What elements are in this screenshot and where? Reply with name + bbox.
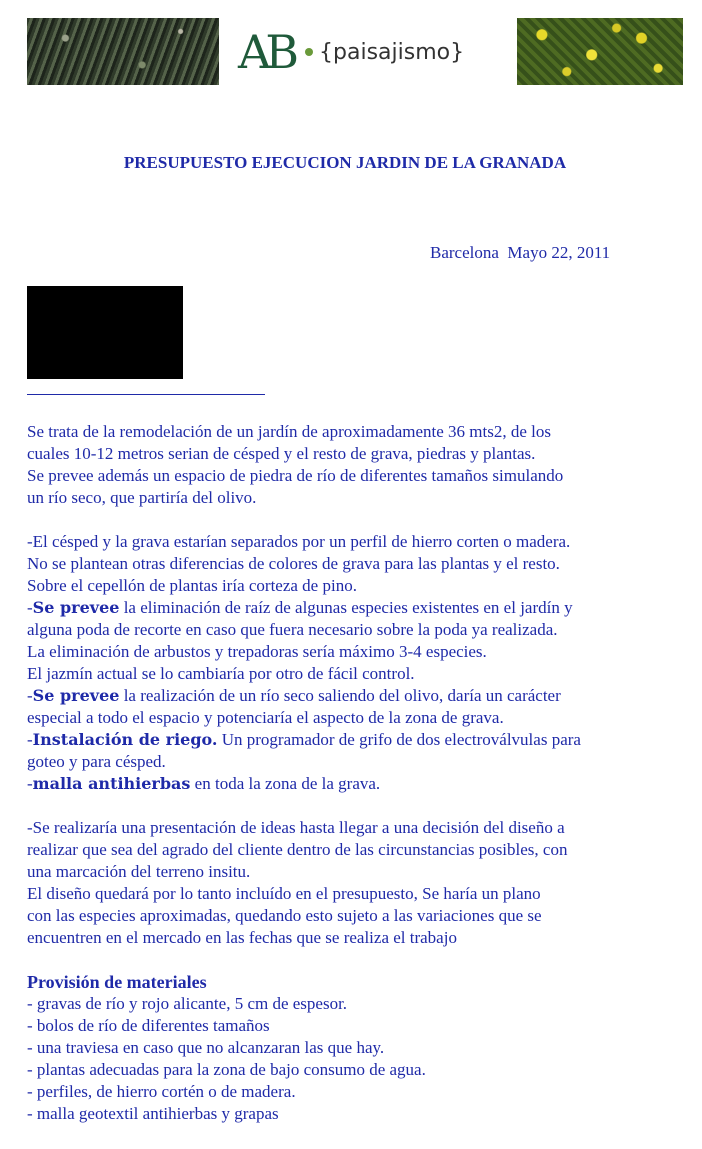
dash: - xyxy=(27,686,33,705)
intro-line: Se trata de la remodelación de un jardín de aproximadamente 36 mts2, de los xyxy=(27,422,551,441)
detail-line-bold-lead xyxy=(27,729,692,751)
bold-lead: Se prevee xyxy=(32,598,120,617)
detail-line: La eliminación de arbustos y trepadoras sería máximo 3-4 especies. xyxy=(27,642,487,661)
intro-line: Se prevee además un espacio de piedra de río de diferentes tamaños simulando xyxy=(27,466,564,485)
bold-lead: Se prevee xyxy=(32,686,120,705)
dash: - xyxy=(27,730,33,749)
paragraph-gap xyxy=(27,795,692,817)
line-rest: en toda la zona de la grava. xyxy=(190,774,381,793)
list-item: - perfiles, de hierro cortén o de madera. xyxy=(27,1082,296,1101)
dash: - xyxy=(27,598,33,617)
header-flowers-photo-right xyxy=(517,18,683,85)
logo-mark: AB xyxy=(238,25,294,79)
list-item: - gravas de río y rojo alicante, 5 cm de espesor. xyxy=(27,994,348,1013)
paragraph-gap xyxy=(27,509,692,531)
document-title: PRESUPUESTO EJECUCION JARDIN DE LA GRANADA xyxy=(123,153,567,172)
detail-line: alguna poda de recorte en caso que fuera necesario sobre la poda ya realizada. xyxy=(27,620,558,639)
paragraph-gap xyxy=(27,949,692,971)
detail-line: -El césped y la grava estarían separados por un perfil de hierro corten o madera. xyxy=(27,532,571,551)
logo-text: {paisajismo} xyxy=(319,39,465,65)
design-line: realizar que sea del agrado del cliente dentro de las circunstancias posibles, con xyxy=(27,840,568,859)
detail-line: especial a todo el espacio y potenciaría el aspecto de la zona de grava. xyxy=(27,708,504,727)
detail-line-bold-lead xyxy=(27,773,692,795)
list-item: - bolos de río de diferentes tamaños xyxy=(27,1016,270,1035)
design-line: -Se realizaría una presentación de ideas hasta llegar a una decisión del diseño a xyxy=(27,818,565,837)
logo-dot-icon xyxy=(305,48,313,56)
line-rest: la realización de un río seco saliendo del olivo, daría un carácter xyxy=(119,686,561,705)
document-date: Barcelona Mayo 22, 2011 xyxy=(430,243,611,262)
materials-heading: Provisión de materiales xyxy=(27,972,207,992)
design-line: encuentren en el mercado en las fechas que se realiza el trabajo xyxy=(27,928,457,947)
detail-line: goteo y para césped. xyxy=(27,752,166,771)
detail-line-bold-lead xyxy=(27,685,692,707)
line-rest: Un programador de grifo de dos electroválvulas para xyxy=(217,730,581,749)
redacted-block xyxy=(27,286,183,379)
dash: - xyxy=(27,774,33,793)
detail-line: El jazmín actual se lo cambiaría por otro de fácil control. xyxy=(27,664,415,683)
separator-line xyxy=(27,394,265,395)
company-logo xyxy=(238,22,464,82)
list-item: - plantas adecuadas para la zona de bajo consumo de agua. xyxy=(27,1060,426,1079)
document-body xyxy=(27,421,692,1125)
detail-line-bold-lead xyxy=(27,597,692,619)
design-line: El diseño quedará por lo tanto incluído en el presupuesto, Se haría un plano xyxy=(27,884,541,903)
detail-line: No se plantean otras diferencias de colores de grava para las plantas y el resto. xyxy=(27,554,560,573)
list-item: - una traviesa en caso que no alcanzaran las que hay. xyxy=(27,1038,385,1057)
header-garden-photo-left xyxy=(27,18,219,85)
materials-list xyxy=(27,993,692,1125)
list-item: - malla geotextil antihierbas y grapas xyxy=(27,1104,279,1123)
bold-lead: Instalación de riego. xyxy=(32,730,218,749)
design-line: con las especies aproximadas, quedando esto sujeto a las variaciones que se xyxy=(27,906,542,925)
bold-lead: malla antihierbas xyxy=(32,774,191,793)
design-line: una marcación del terreno insitu. xyxy=(27,862,251,881)
line-rest: la eliminación de raíz de algunas especies existentes en el jardín y xyxy=(119,598,573,617)
intro-line: un río seco, que partiría del olivo. xyxy=(27,488,257,507)
detail-line: Sobre el cepellón de plantas iría corteza de pino. xyxy=(27,576,357,595)
intro-line: cuales 10-12 metros serian de césped y el resto de grava, piedras y plantas. xyxy=(27,444,536,463)
